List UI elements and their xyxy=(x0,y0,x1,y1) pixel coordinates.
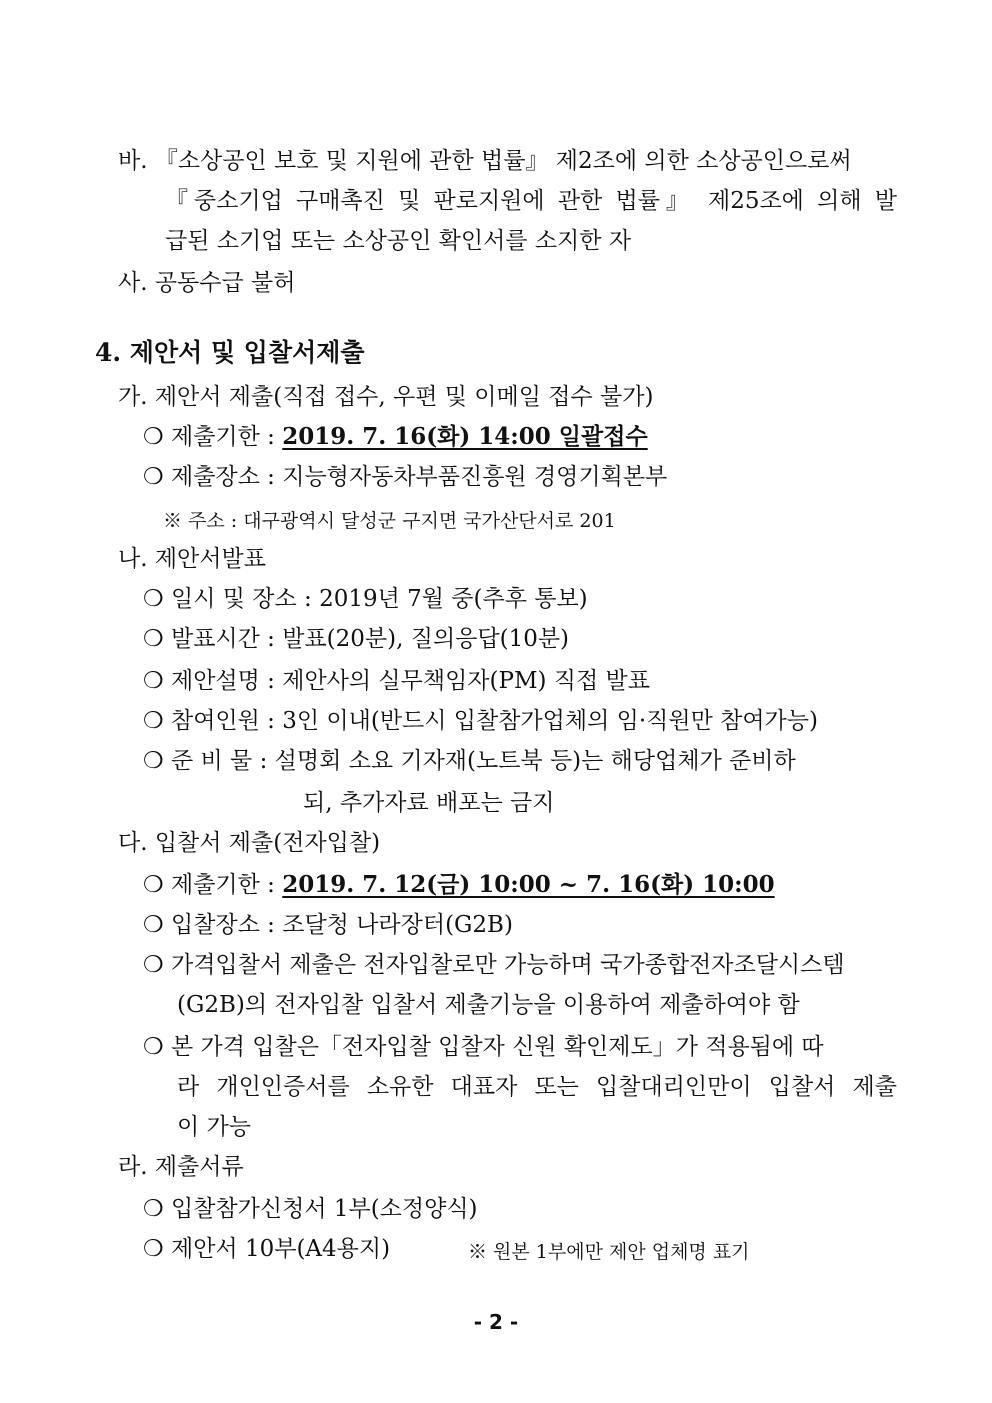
bullet-text: 준 비 물 : 설명회 소요 기자재(노트북 등)는 해당업체가 준비하 xyxy=(171,748,796,774)
text-line: 되, 추가자료 배포는 금지 xyxy=(303,790,555,816)
text-line: 사. 공동수급 불허 xyxy=(118,270,296,296)
bullet-text: 참여인원 : 3인 이내(반드시 입찰참가업체의 임·직원만 참여가능) xyxy=(171,708,818,734)
text-line: 라 개인인증서를 소유한 대표자 또는 입찰대리인만이 입찰서 제출 xyxy=(177,1074,897,1100)
bullet-text: 발표시간 : 발표(20분), 질의응답(10분) xyxy=(171,626,570,652)
bullet-label: 제출기한 : xyxy=(171,424,283,450)
subsection-title: 가. 제안서 제출(직접 접수, 우편 및 이메일 접수 불가) xyxy=(118,384,654,410)
bullet-icon: ❍ xyxy=(143,464,164,490)
bullet-icon: ❍ xyxy=(143,626,164,652)
deadline-value: 2019. 7. 16(화) 14:00 일괄접수 xyxy=(282,423,648,450)
bullet-text: 입찰참가신청서 1부(소정양식) xyxy=(171,1196,478,1222)
page-number: - 2 - xyxy=(473,1310,519,1334)
subsection-title: 라. 제출서류 xyxy=(118,1154,244,1180)
bullet-item xyxy=(143,1194,478,1224)
bullet-item xyxy=(143,870,775,900)
subsection-title: 나. 제안서발표 xyxy=(118,546,266,572)
bullet-icon: ❍ xyxy=(143,668,164,694)
bullet-icon: ❍ xyxy=(143,872,164,898)
bullet-item xyxy=(143,1234,390,1264)
bullet-icon: ❍ xyxy=(143,912,164,938)
bullet-icon: ❍ xyxy=(143,1034,164,1060)
text-line: 급된 소기업 또는 소상공인 확인서를 소지한 자 xyxy=(165,228,632,254)
bullet-item xyxy=(143,910,513,940)
bullet-icon: ❍ xyxy=(143,952,164,978)
deadline-value: 2019. 7. 12(금) 10:00 ~ 7. 16(화) 10:00 xyxy=(282,871,775,898)
address-note: ※ 주소 : 대구광역시 달성군 구지면 국가산단서로 201 xyxy=(163,510,616,532)
bullet-icon: ❍ xyxy=(143,1236,164,1262)
bullet-item xyxy=(143,624,569,654)
bullet-text: 제안설명 : 제안사의 실무책임자(PM) 직접 발표 xyxy=(171,668,650,694)
bullet-item xyxy=(143,666,650,696)
bullet-label: 제출기한 : xyxy=(171,872,283,898)
bullet-item xyxy=(143,462,667,492)
bullet-item xyxy=(143,422,648,452)
text-line: 바. 『소상공인 보호 및 지원에 관한 법률』 제2조에 의한 소상공인으로써 xyxy=(118,148,852,174)
text-line: 이 가능 xyxy=(177,1114,251,1140)
subsection-title: 다. 입찰서 제출(전자입찰) xyxy=(118,830,381,856)
bullet-text: 입찰장소 : 조달청 나라장터(G2B) xyxy=(171,912,513,938)
bullet-icon: ❍ xyxy=(143,586,164,612)
bullet-icon: ❍ xyxy=(143,1196,164,1222)
bullet-text: 일시 및 장소 : 2019년 7월 중(추후 통보) xyxy=(171,586,588,612)
bullet-text: 가격입찰서 제출은 전자입찰로만 가능하며 국가종합전자조달시스템 xyxy=(171,952,845,978)
bullet-icon: ❍ xyxy=(143,424,164,450)
bullet-item xyxy=(143,950,845,980)
section-heading: 4. 제안서 및 입찰서제출 xyxy=(95,338,365,367)
bullet-icon: ❍ xyxy=(143,708,164,734)
bullet-text: 제안서 10부(A4용지) xyxy=(171,1236,391,1262)
bullet-item xyxy=(143,746,796,776)
bullet-text: 제출장소 : 지능형자동차부품진흥원 경영기획본부 xyxy=(171,464,668,490)
bullet-text: 본 가격 입찰은「전자입찰 입찰자 신원 확인제도」가 적용됨에 따 xyxy=(171,1034,824,1060)
text-line: 『중소기업 구매촉진 및 판로지원에 관한 법률』 제25조에 의해 발 xyxy=(165,188,897,214)
bullet-item xyxy=(143,706,818,736)
bullet-item xyxy=(143,1032,824,1062)
bullet-item xyxy=(143,584,588,614)
bullet-icon: ❍ xyxy=(143,748,164,774)
original-copy-note: ※ 원본 1부에만 제안 업체명 표기 xyxy=(468,1241,750,1263)
text-line: (G2B)의 전자입찰 입찰서 제출기능을 이용하여 제출하여야 함 xyxy=(177,992,800,1018)
